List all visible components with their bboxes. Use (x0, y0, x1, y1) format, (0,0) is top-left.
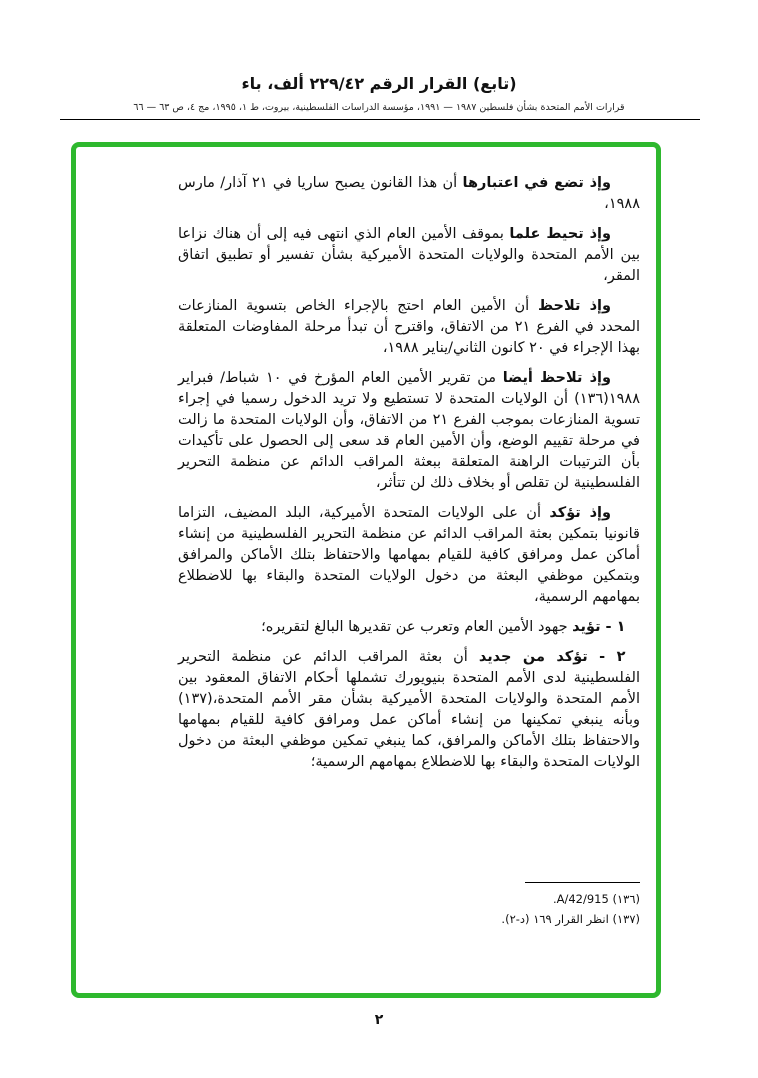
paragraph-lead: وإذ تلاحظ أيضا (502, 370, 611, 387)
paragraph-text: أن الأمين العام احتج بالإجراء الخاص بتسوية المنازعات المحدد في الفرع ٢١ من الاتفاق، واقترح أن تبدأ مرحلة المفاوضات المتعلقة بهذا الإجراء في ٢٠ كانون الثاني/يناير ١٩٨٨، (178, 298, 640, 357)
paragraph-lead: وإذ تضع في اعتبارها (462, 175, 612, 191)
paragraph-text: أن على الولايات المتحدة الأميركية، البلد المضيف، التزاما قانونيا بتمكين بعثة المراقب الدائم عن منظمة التحرير الفلسطينية من إنشاء أماكن عمل ومرافق كافية للقيام بمهامها والاحتفاظ بتلك الأماكن والمرافق وبتمكين موظفي البعثة من دخول الولايات المتحدة والبقاء بها للاضطلاع بمهامهم الرسمية، (178, 505, 640, 606)
numbered-clause (178, 617, 640, 638)
paragraph-text: أن بعثة المراقب الدائم عن منظمة التحرير الفلسطينية لدى الأمم المتحدة بنيويورك تشملها أحكام الاتفاق المعقود بين الأمم المتحدة والولايات المتحدة الأميركية بشأن مقر الأمم المتحدة،(١٣٧) وبأنه ينبغي تمكينها من إنشاء أماكن عمل ومرافق كافية للقيام بمهامها والاحتفاظ بتلك الأماكن والمرافق، كما ينبغي تمكين موظفي البعثة من دخول الولايات المتحدة والبقاء بها للاضطلاع بمهامهم الرسمية؛ (178, 649, 640, 771)
paragraph-lead: وإذ تلاحظ (537, 298, 612, 315)
paragraph-text: بموقف الأمين العام الذي انتهى فيه إلى أن هناك نزاعا بين الأمم المتحدة والولايات المتحدة الأميركية بشأن تفسير أو تطبيق اتفاق المقر، (178, 226, 640, 285)
page-number: ٢ (374, 1012, 384, 1028)
page-title: (تابع) القرار الرقم ٢٢٩/٤٢ ألف، باء (241, 74, 517, 93)
document-body (178, 173, 640, 782)
footnote-area (178, 882, 640, 929)
paragraph (178, 296, 640, 359)
paragraph-text: أن هذا القانون يصبح ساريا في ٢١ آذار/ مارس ١٩٨٨، (178, 175, 640, 213)
paragraph (178, 503, 640, 608)
paragraph (178, 224, 640, 287)
paragraph-lead: وإذ تحيط علما (509, 226, 611, 243)
paragraph (178, 173, 640, 215)
numbered-clause (178, 647, 640, 773)
footnote: (١٣٦) A/42/915. (552, 892, 640, 906)
paragraph (178, 368, 640, 494)
source-citation: قرارات الأمم المتحدة بشأن فلسطين ١٩٨٧ — ١٩٩١، مؤسسة الدراسات الفلسطينية، بيروت، ط ١، ١٩٩٥، مج ٤، ص ٦٣ — ٦٦ (133, 102, 625, 113)
paragraph-lead: وإذ تؤكد (549, 505, 611, 522)
footnote-divider (525, 882, 640, 883)
header-divider (60, 119, 700, 120)
paragraph-text: جهود الأمين العام وتعرب عن تقديرها البالغ لتقريره؛ (261, 619, 568, 636)
paragraph-lead: ١ - تؤيد (572, 619, 626, 636)
footnote: (١٣٧) انظر القرار ١٦٩ (د-٢). (501, 911, 640, 926)
paragraph-lead: ٢ - تؤكد من جديد (478, 649, 626, 666)
paragraph-text: من تقرير الأمين العام المؤرخ في ١٠ شباط/ فبراير ١٩٨٨(١٣٦) أن الولايات المتحدة لا تستطيع ولا تريد الدخول رسميا في إجراء تسوية المنازعات بموجب الفرع ٢١ من الاتفاق، وأن الولايات المتحدة ما زالت في مرحلة تقييم الوضع، وأن الأمين العام قد سعى إلى الحصول على تأكيدات بأن الترتيبات الراهنة المتعلقة ببعثة المراقب الدائم عن منظمة التحرير الفلسطينية لن تقلص أو بخلاف ذلك لن تتأثر، (178, 370, 640, 492)
